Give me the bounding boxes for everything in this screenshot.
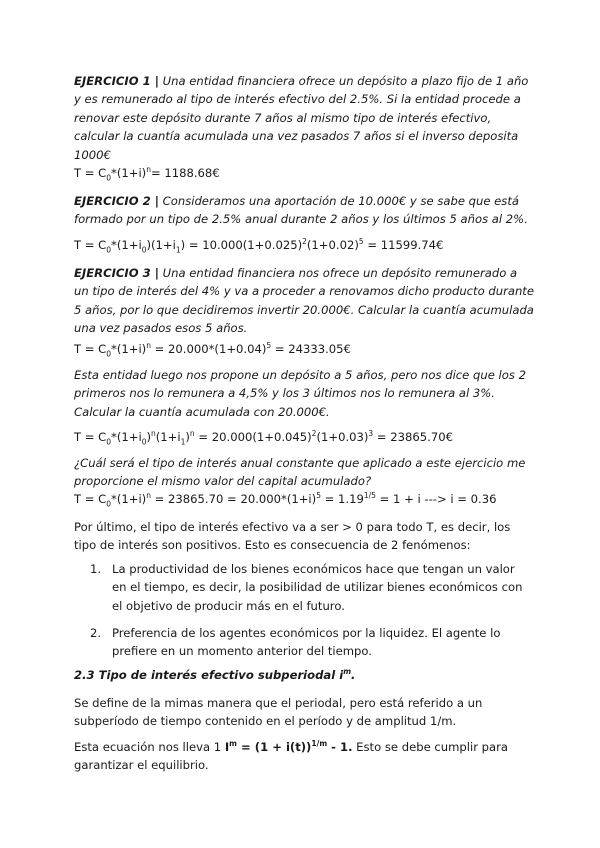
formula-sub: 0 <box>106 437 112 447</box>
exercise-1-title: EJERCICIO 1 | <box>74 74 159 88</box>
formula-part: ) <box>185 430 190 444</box>
formula-sub: 1 <box>175 245 181 255</box>
exercise-1-statement <box>74 72 534 164</box>
exercise-3-text: Una entidad financiera nos ofrece un depósito remunerado a un tipo de interés del 4% y va a proceder a renovamos dicho producto durante 5 años, por lo que decidiremos invertir 20.000€. Calcular la cuantía acumulada una vez pasados esos 5 años. <box>74 266 534 336</box>
formula-sub: 0 <box>106 173 112 183</box>
formula-sub: 0 <box>106 499 112 509</box>
formula-sup: 5 <box>316 491 321 501</box>
heading-text: . <box>351 668 356 682</box>
equation-sup: m <box>229 739 237 749</box>
positive-rate-paragraph: Por último, el tipo de interés efectivo va a ser > 0 para todo T, es decir, los tipo de interés son positivos. Esto es consecuencia de 2 fenómenos: <box>74 520 511 553</box>
formula-sup: n <box>146 341 151 351</box>
formula-part: T = C <box>74 238 107 252</box>
formula-sub: 1 <box>180 437 186 447</box>
equation-text: - 1. <box>327 740 353 754</box>
formula-sup: 2 <box>302 237 307 247</box>
formula-part: T = C <box>74 430 107 444</box>
exercise-3-question: ¿Cuál será el tipo de interés anual constante que aplicado a este ejercicio me proporcione el mismo valor del capital acumulado? <box>74 456 526 489</box>
formula-part: ) = 10.000(1+0.025) <box>180 238 303 252</box>
exercise-1-text: Una entidad financiera ofrece un depósito a plazo fijo de 1 año y es remunerado al tipo de interés efectivo del 2.5%. Si la entidad procede a renovar este depósito durante 7 años al mismo tipo de interés efectivo, calcular la cuantía acumulada una vez pasados 7 años si el inverso deposita 1000€ <box>74 74 529 162</box>
exercise-2-title: EJERCICIO 2 | <box>74 194 159 208</box>
formula-part: *(1+i <box>111 238 142 252</box>
exercise-3-title: EJERCICIO 3 | <box>74 266 159 280</box>
formula-part: *(1+i) <box>111 342 147 356</box>
equation-text: Esto se debe cumplir para garantizar el equilibrio. <box>74 740 509 773</box>
formula-part: ) <box>146 430 151 444</box>
formula-part: T = C <box>74 166 107 180</box>
formula-sup: 2 <box>311 429 317 439</box>
list-number: 2. <box>90 626 102 640</box>
formula-part: T = C <box>74 492 107 506</box>
formula-sub: 0 <box>141 437 147 447</box>
formula-part: = 23865.70€ <box>373 430 453 444</box>
list-text: La productividad de los bienes económicos hace que tengan un valor en el tiempo, es decir, la posibilidad de utilizar bienes económicos con el objetivo de producir más en el futuro. <box>112 562 523 613</box>
heading-text: 2.3 Tipo de interés efectivo subperiodal i <box>74 668 344 682</box>
formula-sub: 0 <box>106 349 112 359</box>
exercise-3-formula-3 <box>74 490 534 508</box>
exercise-3-formula-1 <box>74 340 534 358</box>
formula-part: = 24333.05€ <box>271 342 351 356</box>
formula-part: *(1+i <box>111 430 142 444</box>
exercise-2-statement <box>74 192 534 229</box>
formula-part: (1+0.02) <box>306 238 359 252</box>
heading-sup: m <box>343 667 352 677</box>
equation-sup: 1/m <box>311 739 328 749</box>
formula-sub: 0 <box>141 245 147 255</box>
exercise-3-statement <box>74 264 534 338</box>
formula-sup: 3 <box>368 429 374 439</box>
formula-part: = 1188.68€ <box>150 166 220 180</box>
section-heading <box>74 666 534 684</box>
formula-part: = 1.19 <box>320 492 364 506</box>
definition-paragraph: Se define de la mimas manera que el periodal, pero está referido a un subperíodo de tiempo contenido en el período y de amplitud 1/m. <box>74 696 483 729</box>
formula-part: )(1+i <box>146 238 176 252</box>
formula-part: (1+i <box>155 430 181 444</box>
formula-sup: n <box>146 491 151 501</box>
exercise-2-formula <box>74 236 534 254</box>
formula-sub: 0 <box>106 245 112 255</box>
equation-paragraph <box>74 738 534 775</box>
equation-text: Esta ecuación nos lleva 1 <box>74 740 225 754</box>
list-number: 1. <box>90 562 102 576</box>
formula-part: T = C <box>74 342 107 356</box>
formula-part: = 11599.74€ <box>363 238 444 252</box>
list-text: Preferencia de los agentes económicos por la liquidez. El agente lo prefiere en un momento anterior del tiempo. <box>112 626 501 659</box>
formula-sup: 1/5 <box>363 491 376 501</box>
formula-sup: 5 <box>266 341 272 351</box>
formula-part: = 20.000*(1+0.04) <box>150 342 267 356</box>
formula-part: (1+0.03) <box>316 430 369 444</box>
formula-sup: n <box>189 429 195 439</box>
formula-part: = 1 + i ---> i = 0.36 <box>375 492 497 506</box>
formula-sup: n <box>151 429 156 439</box>
exercise-1-formula <box>74 164 534 182</box>
list-item <box>92 624 532 661</box>
exercise-2-text: Consideramos una aportación de 10.000€ y se sabe que está formado por un tipo de 2.5% anual durante 2 años y los últimos 5 años al 2%. <box>74 194 528 227</box>
equation-text: I <box>224 740 230 754</box>
exercise-3-formula-2 <box>74 428 534 446</box>
formula-part: *(1+i) <box>111 166 147 180</box>
formula-sup: 5 <box>358 237 364 247</box>
exercise-3-text-2: Esta entidad luego nos propone un depósito a 5 años, pero nos dice que los 2 primeros nos lo remunera a 4,5% y los 3 últimos nos lo remunera al 3%. Calcular la cuantía acumulada con 20.000€. <box>74 368 526 419</box>
formula-sup: n <box>146 165 151 175</box>
list-item <box>92 560 532 615</box>
formula-part: = 20.000(1+0.045) <box>194 430 312 444</box>
equation-text: = (1 + i(t)) <box>237 740 312 754</box>
formula-part: *(1+i) <box>111 492 147 506</box>
formula-part: = 23865.70 = 20.000*(1+i) <box>150 492 317 506</box>
